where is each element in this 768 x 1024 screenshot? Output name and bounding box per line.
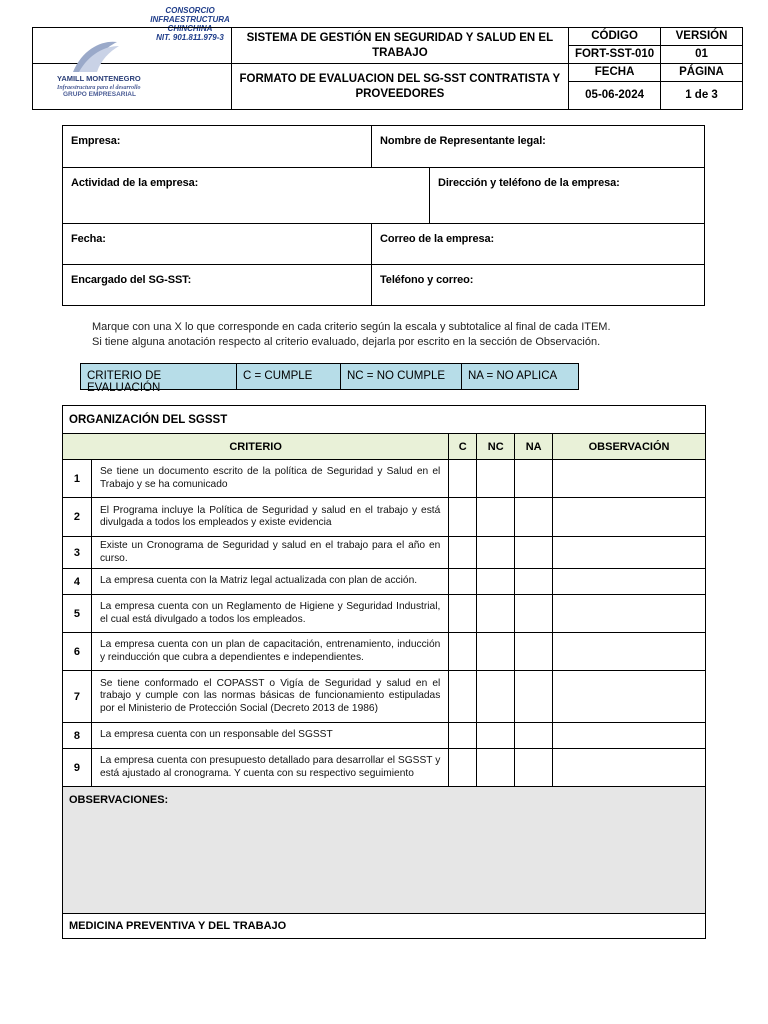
item-number: 9 — [63, 749, 92, 787]
item-criterion: La empresa cuenta con la Matriz legal actualizada con plan de acción. — [91, 569, 448, 595]
fecha-field[interactable]: Fecha: — [71, 233, 106, 245]
consortium-line-3: CHINCHINA — [167, 24, 213, 33]
cell-nc[interactable] — [477, 498, 515, 537]
consortium-line-1: CONSORCIO — [165, 6, 215, 15]
logo-tagline: Infraestructura para el desarrollo — [57, 85, 141, 91]
table-row — [63, 723, 706, 749]
cell-nc[interactable] — [477, 671, 515, 723]
cell-c[interactable] — [449, 460, 477, 498]
evaluation-table — [62, 405, 706, 939]
legend-cumple: C = CUMPLE — [236, 364, 340, 389]
item-criterion: Existe un Cronograma de Seguridad y salud en el trabajo para el año en curso. — [91, 537, 448, 569]
document-header — [32, 27, 743, 110]
item-number: 4 — [63, 569, 92, 595]
observaciones-label: OBSERVACIONES: — [69, 794, 169, 806]
column-c: C — [449, 434, 477, 460]
cell-observacion[interactable] — [553, 569, 706, 595]
table-row — [63, 749, 706, 787]
fecha-value: 05-06-2024 — [569, 82, 661, 110]
logo-group: GRUPO EMPRESARIAL — [63, 91, 136, 96]
codigo-value: FORT-SST-010 — [569, 46, 661, 64]
cell-observacion[interactable] — [553, 595, 706, 633]
cell-c[interactable] — [449, 537, 477, 569]
instructions — [92, 320, 611, 350]
cell-observacion[interactable] — [553, 633, 706, 671]
cell-na[interactable] — [515, 749, 553, 787]
cell-c[interactable] — [449, 569, 477, 595]
company-info-form — [62, 125, 705, 306]
table-row — [63, 633, 706, 671]
item-number: 6 — [63, 633, 92, 671]
cell-na[interactable] — [515, 671, 553, 723]
next-section-title: MEDICINA PREVENTIVA Y DEL TRABAJO — [63, 914, 706, 939]
codigo-label: CÓDIGO — [569, 28, 661, 46]
cell-nc[interactable] — [477, 723, 515, 749]
section-title: ORGANIZACIÓN DEL SGSST — [63, 406, 706, 434]
item-criterion: Se tiene un documento escrito de la política de Seguridad y Salud en el Trabajo y se ha comunicado — [91, 460, 448, 498]
item-criterion: La empresa cuenta con un Reglamento de Higiene y Seguridad Industrial, el cual está divulgado a todos los empleados. — [91, 595, 448, 633]
cell-nc[interactable] — [477, 460, 515, 498]
legend-criterio: CRITERIO DE EVALUACIÓN — [87, 370, 162, 394]
cell-na[interactable] — [515, 537, 553, 569]
cell-na[interactable] — [515, 569, 553, 595]
cell-c[interactable] — [449, 671, 477, 723]
column-nc: NC — [477, 434, 515, 460]
legend-no-aplica: NA = NO APLICA — [461, 364, 578, 389]
cell-observacion[interactable] — [553, 537, 706, 569]
column-criterio: CRITERIO — [63, 434, 449, 460]
company-logo — [43, 34, 203, 96]
item-criterion: La empresa cuenta con presupuesto detallado para desarrollar el SGSST y está ajustado al cronograma. Y cuenta con su respectivo seguimiento — [91, 749, 448, 787]
cell-c[interactable] — [449, 723, 477, 749]
telefono-field[interactable]: Teléfono y correo: — [371, 265, 704, 305]
consortium-line-2: INFRAESTRUCTURA — [150, 15, 230, 24]
item-number: 5 — [63, 595, 92, 633]
cell-nc[interactable] — [477, 595, 515, 633]
item-number: 1 — [63, 460, 92, 498]
item-criterion: Se tiene conformado el COPASST o Vigía de Seguridad y salud en el trabajo y cumple con las normas básicas de funcionamiento estipuladas por el Ministerio de Protección Social (Decreto 2013 de 1986) — [91, 671, 448, 723]
evaluation-legend — [80, 363, 579, 394]
observaciones-area[interactable] — [63, 787, 706, 914]
table-row — [63, 595, 706, 633]
item-number: 2 — [63, 498, 92, 537]
table-row — [63, 671, 706, 723]
table-row — [63, 537, 706, 569]
fecha-label: FECHA — [569, 64, 661, 82]
direccion-field[interactable]: Dirección y teléfono de la empresa: — [429, 168, 704, 223]
representante-field[interactable]: Nombre de Representante legal: — [371, 126, 704, 167]
table-row — [63, 498, 706, 537]
cell-c[interactable] — [449, 595, 477, 633]
cell-nc[interactable] — [477, 633, 515, 671]
logo-cell — [33, 28, 232, 96]
legend-no-cumple: NC = NO CUMPLE — [340, 364, 461, 389]
cell-c[interactable] — [449, 749, 477, 787]
item-criterion: La empresa cuenta con un responsable del SGSST — [91, 723, 448, 749]
instruction-line-1: Marque con una X lo que corresponde en cada criterio según la escala y subtotalice al final de cada ITEM. — [92, 321, 611, 333]
item-criterion: El Programa incluye la Política de Seguridad y salud en el trabajo y está divulgada a todos los empleados y existe evidencia — [91, 498, 448, 537]
cell-observacion[interactable] — [553, 671, 706, 723]
column-observacion: OBSERVACIÓN — [553, 434, 706, 460]
item-number: 3 — [63, 537, 92, 569]
table-row — [63, 569, 706, 595]
cell-observacion[interactable] — [553, 498, 706, 537]
version-value: 01 — [661, 46, 743, 64]
instruction-line-2: Si tiene alguna anotación respecto al criterio evaluado, dejarla por escrito en la sección de Observación. — [92, 336, 601, 348]
empresa-field[interactable]: Empresa: — [71, 135, 121, 147]
cell-nc[interactable] — [477, 569, 515, 595]
encargado-field[interactable]: Encargado del SG-SST: — [71, 274, 192, 286]
version-label: VERSIÓN — [661, 28, 743, 46]
cell-na[interactable] — [515, 723, 553, 749]
pagina-label: PÁGINA — [661, 64, 743, 82]
system-title: SISTEMA DE GESTIÓN EN SEGURIDAD Y SALUD EN EL TRABAJO — [231, 28, 569, 64]
correo-field[interactable]: Correo de la empresa: — [371, 224, 704, 264]
item-criterion: La empresa cuenta con un plan de capacitación, entrenamiento, inducción y reinducción que cubra a dependientes e independientes. — [91, 633, 448, 671]
actividad-field[interactable]: Actividad de la empresa: — [71, 177, 199, 189]
cell-nc[interactable] — [477, 537, 515, 569]
cell-na[interactable] — [515, 633, 553, 671]
cell-c[interactable] — [449, 498, 477, 537]
consortium-nit: NIT. 901.811.979-3 — [156, 33, 224, 42]
pagina-value: 1 de 3 — [661, 82, 743, 110]
format-title: FORMATO DE EVALUACION DEL SG-SST CONTRATISTA Y PROVEEDORES — [231, 64, 569, 110]
table-row — [63, 460, 706, 498]
item-number: 7 — [63, 671, 92, 723]
cell-na[interactable] — [515, 460, 553, 498]
column-na: NA — [515, 434, 553, 460]
cell-observacion[interactable] — [553, 460, 706, 498]
cell-na[interactable] — [515, 595, 553, 633]
cell-na[interactable] — [515, 498, 553, 537]
cell-observacion[interactable] — [553, 749, 706, 787]
cell-c[interactable] — [449, 633, 477, 671]
cell-nc[interactable] — [477, 749, 515, 787]
logo-name: YAMILL MONTENEGRO — [57, 74, 141, 83]
cell-observacion[interactable] — [553, 723, 706, 749]
item-number: 8 — [63, 723, 92, 749]
